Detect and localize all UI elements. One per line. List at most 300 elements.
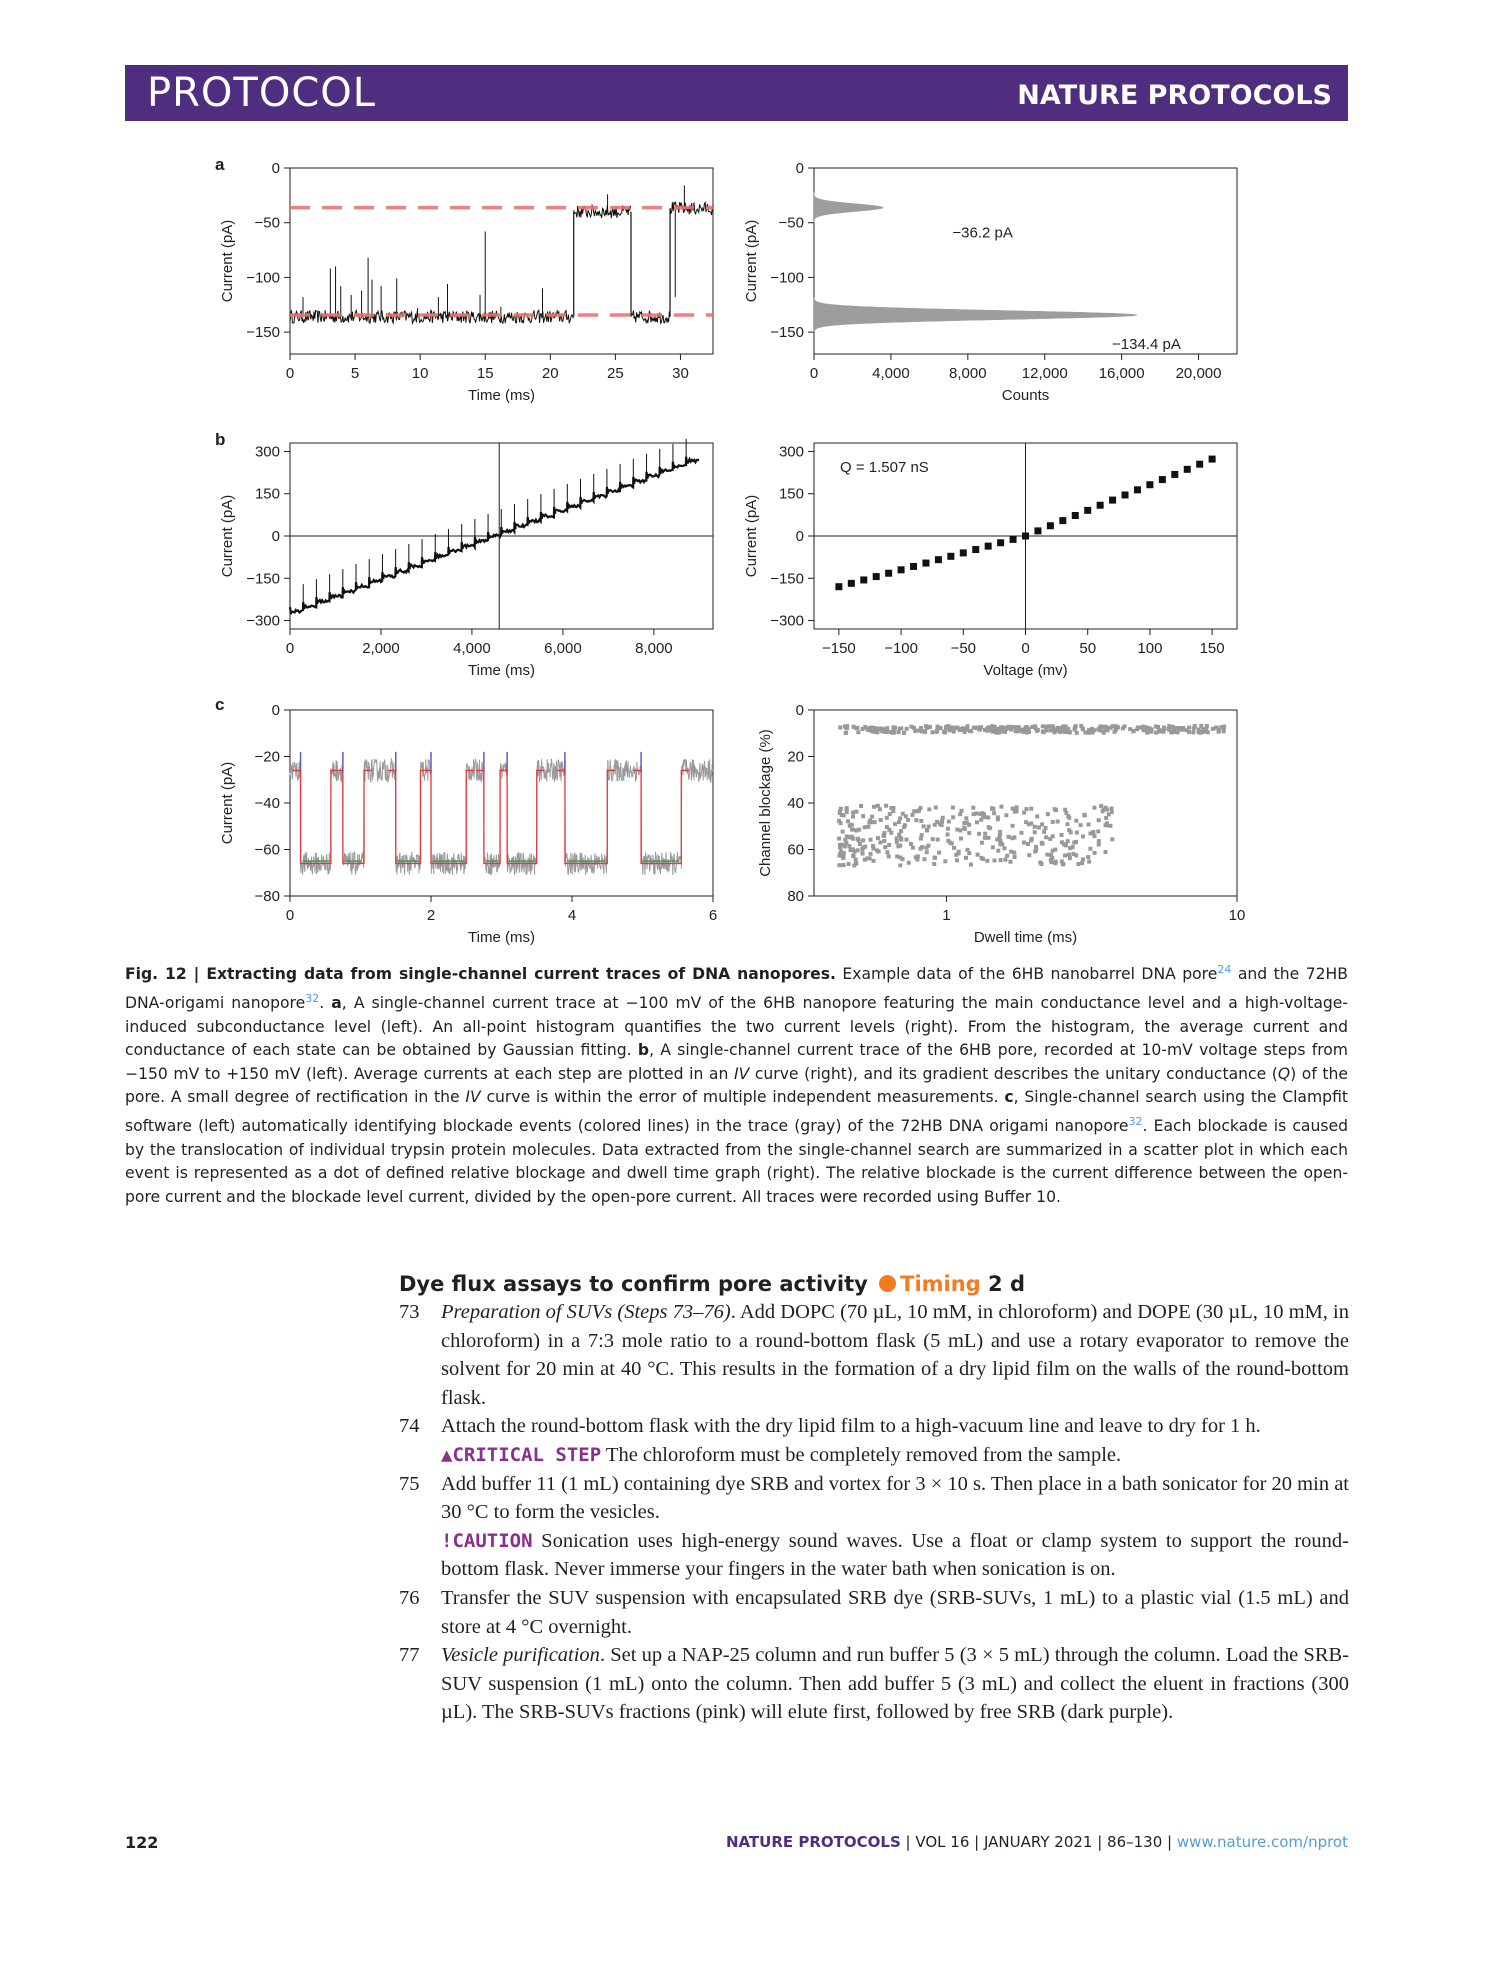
x-axis-label: Counts [1001, 387, 1050, 404]
dwell-point [998, 727, 1002, 731]
x-tick-label: 20 [541, 365, 559, 382]
dwell-point [1061, 724, 1065, 728]
dwell-point [914, 818, 918, 822]
caption-q: Q [1277, 1064, 1291, 1083]
footer-url[interactable]: www.nature.com/nprot [1176, 1833, 1348, 1851]
dwell-point [1013, 855, 1017, 859]
dwell-point [1004, 727, 1008, 731]
dwell-point [1065, 822, 1069, 826]
figure-caption [125, 958, 1348, 1210]
dwell-point [1171, 725, 1175, 729]
step-number: 75 [399, 1472, 420, 1495]
event-fit [293, 770, 690, 863]
x-tick-label: 150 [1199, 640, 1225, 657]
dwell-point [838, 843, 842, 847]
chart-a-left [219, 160, 713, 404]
y-axis-label: Current (pA) [219, 761, 236, 845]
panel-letter-b: b [215, 430, 226, 449]
dwell-point [1080, 861, 1084, 865]
dwell-point [841, 830, 845, 834]
iv-point [1034, 527, 1041, 534]
dwell-point [1062, 842, 1066, 846]
dwell-point [837, 819, 841, 823]
iv-point [985, 543, 992, 550]
dwell-point [1081, 834, 1085, 838]
dwell-point [952, 726, 956, 730]
iv-point [885, 570, 892, 577]
iv-point [898, 566, 905, 573]
dwell-point [1121, 726, 1125, 730]
x-tick-label: −50 [950, 640, 977, 657]
dwell-point [988, 826, 992, 830]
dwell-point [898, 863, 902, 867]
dwell-point [975, 811, 979, 815]
dwell-point [898, 816, 902, 820]
dwell-point [1027, 853, 1031, 857]
step-text: Transfer the SUV suspension with encapsulated SRB dye (SRB-SUVs, 1 mL) to a plastic vial (1.5 mL) and store at 4 °C overnight. [441, 1586, 1349, 1638]
dwell-point [1141, 725, 1145, 729]
dwell-point [924, 846, 928, 850]
y-tick-label: −100 [770, 269, 804, 287]
dwell-point [892, 731, 896, 735]
iv-point [1047, 522, 1054, 529]
iv-point [1059, 517, 1066, 524]
dwell-point [863, 825, 867, 829]
dwell-point [931, 837, 935, 841]
caption-ref[interactable]: 32 [305, 991, 320, 1005]
dwell-point [1066, 814, 1070, 818]
footer-journal: NATURE PROTOCOLS [725, 1833, 901, 1851]
dwell-point [976, 853, 980, 857]
iv-point [1171, 471, 1178, 478]
y-tick-label: 0 [271, 528, 280, 545]
footer-volume: VOL 16 [915, 1833, 970, 1851]
dwell-point [1114, 724, 1118, 728]
dwell-point [943, 859, 947, 863]
dwell-point [1007, 835, 1011, 839]
dwell-point [1199, 724, 1203, 728]
dwell-point [1051, 820, 1055, 824]
trace-segment [631, 311, 669, 324]
dwell-point [1056, 819, 1060, 823]
section-title-text: Dye flux assays to confirm pore activity [399, 1272, 868, 1296]
y-tick-label: 300 [254, 443, 280, 461]
dwell-point [1107, 812, 1111, 816]
dwell-point [1074, 819, 1078, 823]
dwell-point [972, 726, 976, 730]
dwell-point [927, 807, 931, 811]
step-italic: Preparation of SUVs (Steps 73–76) [441, 1301, 731, 1323]
footer-sep: | [969, 1833, 984, 1851]
x-tick-label: 4,000 [453, 640, 491, 657]
dwell-point [841, 855, 845, 859]
dwell-point [964, 856, 968, 860]
dwell-point [952, 730, 956, 734]
dwell-point [885, 726, 889, 730]
dwell-point [1104, 850, 1108, 854]
iv-point [947, 553, 954, 560]
section-label: PROTOCOL [147, 70, 377, 116]
dwell-point [844, 731, 848, 735]
caption-text: , Single-channel search using the Clampfit software (left) automatically identifying blockade events (colored lines) in the trace (gray) of the 72HB DNA origami nanopore [125, 1088, 1349, 1136]
dwell-point [856, 730, 860, 734]
chart-c-left [219, 702, 717, 946]
dwell-point [1074, 840, 1078, 844]
dwell-point [965, 848, 969, 852]
dwell-point [895, 854, 899, 858]
caution-label: !CAUTION [441, 1529, 533, 1552]
dwell-point [1036, 728, 1040, 732]
x-tick-label: 30 [672, 365, 689, 382]
dwell-point [1099, 804, 1103, 808]
dwell-point [905, 727, 909, 731]
dwell-point [1191, 730, 1195, 734]
dwell-point [854, 862, 858, 866]
dwell-point [922, 857, 926, 861]
dwell-point [995, 731, 999, 735]
y-tick-label: 60 [787, 841, 804, 859]
y-tick-label: −60 [254, 841, 280, 859]
y-tick-label: 0 [795, 160, 804, 177]
dwell-point [951, 806, 955, 810]
dwell-point [946, 839, 950, 843]
x-tick-label: 0 [809, 365, 819, 382]
y-tick-label: −100 [246, 269, 280, 287]
y-tick-label: 300 [778, 443, 804, 461]
dwell-point [1044, 826, 1048, 830]
dwell-point [1002, 846, 1006, 850]
x-tick-label: 0 [1021, 640, 1030, 657]
iv-point [848, 580, 855, 587]
dwell-point [1093, 851, 1097, 855]
dwell-point [1179, 726, 1183, 730]
critical-step-label: ▲CRITICAL STEP [441, 1443, 602, 1466]
dwell-point [1104, 816, 1108, 820]
dwell-point [962, 826, 966, 830]
dwell-point [897, 820, 901, 824]
panel-letter-a: a [215, 155, 225, 174]
timing-label: Timing [900, 1272, 981, 1296]
y-tick-label: 0 [795, 702, 804, 719]
dwell-point [1040, 822, 1044, 826]
dwell-point [1044, 835, 1048, 839]
dwell-point [1011, 824, 1015, 828]
y-tick-label: −40 [254, 795, 280, 812]
dwell-point [961, 727, 965, 731]
dwell-point [1058, 730, 1062, 734]
dwell-point [910, 813, 914, 817]
dwell-point [877, 849, 881, 853]
dwell-point [980, 811, 984, 815]
iv-point [1084, 507, 1091, 514]
dwell-point [1163, 727, 1167, 731]
dwell-point [1101, 809, 1105, 813]
dwell-point [987, 836, 991, 840]
dwell-point [983, 836, 987, 840]
dwell-point [1020, 831, 1024, 835]
dwell-point [883, 845, 887, 849]
x-tick-label: 4 [567, 907, 577, 924]
dwell-point [920, 833, 924, 837]
iv-point [1097, 502, 1104, 509]
dwell-point [907, 861, 911, 865]
dwell-point [922, 824, 926, 828]
dwell-point [859, 804, 863, 808]
dwell-point [856, 837, 860, 841]
dwell-point [861, 838, 865, 842]
x-tick-label: 0 [285, 365, 295, 382]
dwell-point [1040, 862, 1044, 866]
y-tick-label: −80 [254, 888, 280, 905]
dwell-point [1096, 829, 1100, 833]
dwell-point [902, 731, 906, 735]
dwell-point [1035, 814, 1039, 818]
dwell-point [882, 834, 886, 838]
iv-point [1146, 481, 1153, 488]
x-axis-label: Dwell time (ms) [973, 929, 1078, 946]
dwell-point [857, 828, 861, 832]
dwell-point [946, 832, 950, 836]
y-axis-label: Channel blockage (%) [757, 729, 774, 877]
footer-pages: 86–130 [1107, 1833, 1163, 1851]
dwell-point [1113, 730, 1117, 734]
caution-note [399, 1527, 1349, 1584]
step-text: Add buffer 11 (1 mL) containing dye SRB and vortex for 3 × 10 s. Then place in a bath sonicator for 20 min at 30 °C to form the vesicles. [441, 1472, 1349, 1524]
footer-citation [726, 1833, 1348, 1851]
dwell-point [1012, 835, 1016, 839]
dwell-point [897, 730, 901, 734]
step-text: . Set up a NAP-25 column and run buffer 5 (3 × 5 mL) through the column. Load the SRB-SUV suspension (1 mL) onto the column. Then add buffer 5 (3 mL) and collect the eluent in fractions (300 µL). The SRB-SUVs fractions (pink) will elute first, followed by free SRB (dark purple). [441, 1644, 1349, 1724]
trace-segment [290, 310, 573, 323]
caption-text: . [319, 993, 332, 1012]
caption-iv: IV [465, 1088, 481, 1107]
dwell-point [936, 837, 940, 841]
x-tick-label: 2 [426, 907, 436, 924]
dwell-point [876, 804, 880, 808]
iv-point [1184, 466, 1191, 473]
chart-b-right [743, 443, 1237, 679]
timing-dot-icon [879, 1275, 896, 1292]
dwell-point [851, 837, 855, 841]
dwell-point [1098, 726, 1102, 730]
dwell-point [1049, 853, 1053, 857]
dwell-point [1167, 727, 1171, 731]
dwell-point [876, 836, 880, 840]
dwell-point [1079, 724, 1083, 728]
dwell-point [1054, 860, 1058, 864]
dwell-point [1081, 857, 1085, 861]
dwell-point [1045, 853, 1049, 857]
dwell-point [1154, 725, 1158, 729]
dwell-point [1041, 724, 1045, 728]
dwell-point [940, 823, 944, 827]
page-number: 122 [125, 1833, 159, 1852]
dwell-point [930, 730, 934, 734]
dwell-point [948, 728, 952, 732]
chart-b-left [219, 439, 713, 679]
dwell-point [1092, 834, 1096, 838]
dwell-point [871, 859, 875, 863]
dwell-point [1033, 825, 1037, 829]
dwell-point [887, 828, 891, 832]
dwell-point [999, 858, 1003, 862]
dwell-point [1076, 862, 1080, 866]
dwell-point [1029, 807, 1033, 811]
caption-text: curve (right), and its gradient describes the unitary conductance ( [749, 1064, 1278, 1083]
dwell-point [954, 853, 958, 857]
dwell-point [1033, 830, 1037, 834]
caption-panel-a: a [331, 993, 342, 1012]
dwell-point [1087, 822, 1091, 826]
dwell-point [1057, 726, 1061, 730]
dwell-point [1105, 821, 1109, 825]
iv-point [972, 546, 979, 553]
plot-frame [814, 168, 1237, 354]
dwell-point [860, 847, 864, 851]
dwell-point [998, 842, 1002, 846]
journal-name: NATURE PROTOCOLS [1017, 80, 1332, 111]
x-tick-label: 6 [708, 907, 718, 924]
dwell-point [1150, 727, 1154, 731]
chart-a-right [743, 160, 1237, 404]
dwell-point [1110, 837, 1114, 841]
step-italic: Vesicle purification [441, 1644, 600, 1667]
dwell-point [871, 728, 875, 732]
iv-point [1109, 497, 1116, 504]
dwell-point [1026, 842, 1030, 846]
caption-text: curve is within the error of multiple independent measurements. [480, 1088, 1005, 1107]
dye-flux-section [399, 1272, 1349, 1727]
dwell-point [917, 729, 921, 733]
x-tick-label: 8,000 [635, 640, 673, 657]
dwell-point [977, 832, 981, 836]
footer-date: JANUARY 2021 [984, 1833, 1093, 1851]
iv-point [1010, 536, 1017, 543]
caption-ref[interactable]: 32 [1128, 1114, 1143, 1128]
dwell-point [1136, 725, 1140, 729]
peak-label: −36.2 pA [952, 224, 1013, 242]
dwell-point [918, 806, 922, 810]
dwell-point [878, 727, 882, 731]
x-tick-label: −100 [884, 640, 918, 657]
dwell-point [956, 726, 960, 730]
y-tick-label: 150 [778, 485, 804, 503]
x-tick-label: 12,000 [1021, 365, 1068, 382]
dwell-point [1068, 846, 1072, 850]
dwell-point [1097, 839, 1101, 843]
caption-ref[interactable]: 24 [1217, 963, 1232, 976]
dwell-point [979, 856, 983, 860]
plot-frame [814, 710, 1237, 896]
dwell-point [1146, 727, 1150, 731]
dwell-point [1059, 833, 1063, 837]
dwell-point [852, 725, 856, 729]
dwell-point [851, 847, 855, 851]
dwell-point [1063, 853, 1067, 857]
dwell-point [1008, 860, 1012, 864]
y-tick-label: 40 [787, 795, 804, 812]
dwell-point [1022, 811, 1026, 815]
dwell-point [971, 806, 975, 810]
dwell-point [1004, 813, 1008, 817]
dwell-point [969, 863, 973, 867]
dwell-point [865, 856, 869, 860]
step-text: . Add DOPC (70 µL, 10 mM, in chloroform) and DOPE (30 µL, 10 mM, in chloroform) in a 7:3 mole ratio to a round-bottom flask (5 mL) and use a rotary evaporator to remove the solvent for 20 min at 40 °C. This results in the formation of a dry lipid film on the walls of the round-bottom flask. [441, 1301, 1350, 1409]
dwell-point [955, 828, 959, 832]
y-tick-label: −150 [246, 324, 280, 342]
dwell-point [1211, 727, 1215, 731]
dwell-point [925, 828, 929, 832]
dwell-point [1087, 860, 1091, 864]
dwell-point [1222, 727, 1226, 731]
dwell-point [861, 852, 865, 856]
iv-point [1134, 486, 1141, 493]
dwell-point [888, 812, 892, 816]
chart-c-right [757, 702, 1245, 946]
iv-point [1159, 476, 1166, 483]
dwell-point [1049, 858, 1053, 862]
x-tick-label: 6,000 [544, 640, 582, 657]
dwell-point [1092, 806, 1096, 810]
dwell-point [985, 726, 989, 730]
dwell-point [887, 843, 891, 847]
dwell-point [919, 847, 923, 851]
caution-text: Sonication uses high-energy sound waves. Use a float or clamp system to support the round-bottom flask. Never immerse your fingers in the water bath when sonication is on. [441, 1529, 1349, 1581]
dwell-point [942, 730, 946, 734]
y-tick-label: −20 [254, 748, 280, 766]
dwell-point [1087, 731, 1091, 735]
caption-text: Example data of the 6HB nanobarrel DNA pore [835, 965, 1218, 984]
dwell-point [842, 813, 846, 817]
step-77 [399, 1641, 1349, 1727]
dwell-point [868, 819, 872, 823]
raw-trace [290, 759, 713, 875]
iv-point [960, 549, 967, 556]
figure-12 [0, 0, 1489, 950]
dwell-point [958, 812, 962, 816]
dwell-point [964, 816, 968, 820]
dwell-point [884, 804, 888, 808]
iv-point [910, 563, 917, 570]
dwell-point [939, 726, 943, 730]
caption-label: Fig. 12 | Extracting data from single-channel current traces of DNA nanopores. [125, 965, 836, 984]
iv-point [1209, 456, 1216, 463]
critical-step-text: The chloroform must be completely removed from the sample. [605, 1443, 1122, 1466]
iv-point [1022, 533, 1029, 540]
dwell-point [838, 854, 842, 858]
dwell-point [1175, 730, 1179, 734]
dwell-point [983, 815, 987, 819]
footer-sep: | [900, 1833, 916, 1851]
dwell-point [909, 842, 913, 846]
dwell-point [1206, 730, 1210, 734]
dwell-point [950, 841, 954, 845]
dwell-point [855, 726, 859, 730]
y-tick-label: 80 [787, 888, 804, 905]
dwell-point [925, 726, 929, 730]
dwell-point [952, 846, 956, 850]
caption-iv: IV [733, 1064, 750, 1083]
dwell-point [1040, 841, 1044, 845]
y-tick-label: 150 [254, 485, 280, 503]
x-tick-label: 2,000 [362, 640, 400, 657]
iv-point [922, 560, 929, 567]
plot-frame [290, 168, 713, 354]
dwell-point [1048, 837, 1052, 841]
dwell-point [933, 856, 937, 860]
dwell-point [842, 863, 846, 867]
y-tick-label: −50 [254, 214, 280, 232]
